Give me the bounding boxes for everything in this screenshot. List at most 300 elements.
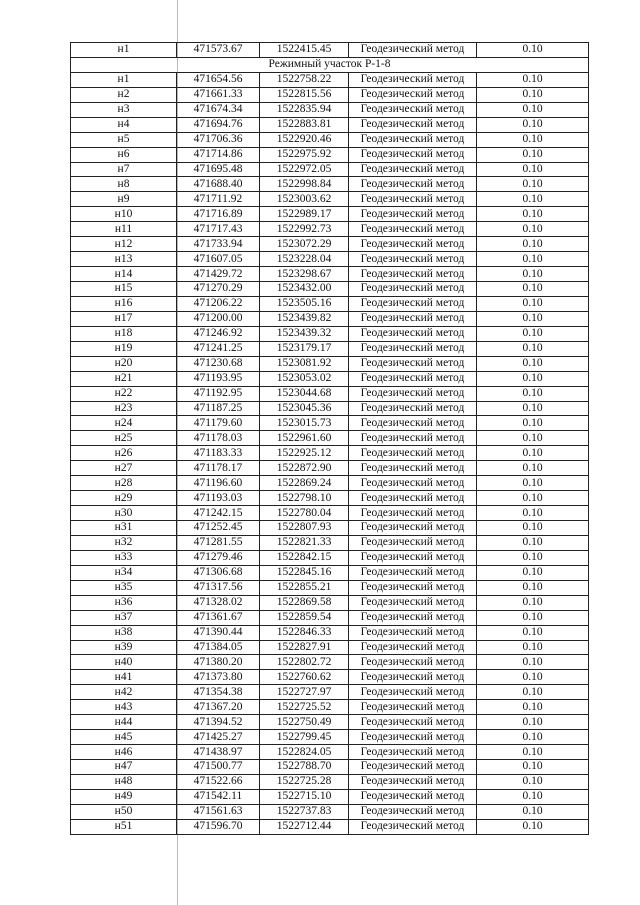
y-coordinate-cell: 1523003.62 <box>260 192 349 207</box>
point-name-cell: н24 <box>71 416 177 431</box>
method-cell: Геодезический метод <box>349 386 477 401</box>
accuracy-cell: 0.10 <box>477 610 589 625</box>
point-name-cell: н14 <box>71 267 177 282</box>
y-coordinate-cell: 1522859.54 <box>260 610 349 625</box>
y-coordinate-cell: 1522842.15 <box>260 550 349 565</box>
accuracy-cell: 0.10 <box>477 237 589 252</box>
accuracy-cell: 0.10 <box>477 446 589 461</box>
table-row <box>71 72 589 87</box>
x-coordinate-cell: 471733.94 <box>177 237 260 252</box>
accuracy-cell: 0.10 <box>477 267 589 282</box>
method-cell: Геодезический метод <box>349 625 477 640</box>
x-coordinate-cell: 471438.97 <box>177 745 260 760</box>
accuracy-cell: 0.10 <box>477 147 589 162</box>
x-coordinate-cell: 471328.02 <box>177 595 260 610</box>
point-name-cell: н31 <box>71 521 177 536</box>
point-name-cell: н12 <box>71 237 177 252</box>
table-row <box>71 625 589 640</box>
point-name-cell: н23 <box>71 401 177 416</box>
table-row <box>71 819 589 834</box>
y-coordinate-cell: 1522824.05 <box>260 745 349 760</box>
y-coordinate-cell: 1522872.90 <box>260 461 349 476</box>
method-cell: Геодезический метод <box>349 506 477 521</box>
x-coordinate-cell: 471522.66 <box>177 774 260 789</box>
method-cell: Геодезический метод <box>349 565 477 580</box>
y-coordinate-cell: 1522727.97 <box>260 685 349 700</box>
table-row <box>71 610 589 625</box>
x-coordinate-cell: 471200.00 <box>177 311 260 326</box>
point-name-cell: н8 <box>71 177 177 192</box>
point-name-cell: н42 <box>71 685 177 700</box>
y-coordinate-cell: 1522798.10 <box>260 491 349 506</box>
point-name-cell: н10 <box>71 207 177 222</box>
point-name-cell: н25 <box>71 431 177 446</box>
point-name-cell: н22 <box>71 386 177 401</box>
y-coordinate-cell: 1522998.84 <box>260 177 349 192</box>
accuracy-cell: 0.10 <box>477 700 589 715</box>
table-row <box>71 461 589 476</box>
table-row <box>71 655 589 670</box>
y-coordinate-cell: 1523179.17 <box>260 341 349 356</box>
y-coordinate-cell: 1522869.58 <box>260 595 349 610</box>
point-name-cell: н41 <box>71 670 177 685</box>
x-coordinate-cell: 471373.80 <box>177 670 260 685</box>
table-row <box>71 371 589 386</box>
x-coordinate-cell: 471206.22 <box>177 296 260 311</box>
method-cell: Геодезический метод <box>349 595 477 610</box>
x-coordinate-cell: 471306.68 <box>177 565 260 580</box>
table-row <box>71 789 589 804</box>
y-coordinate-cell: 1522725.28 <box>260 774 349 789</box>
point-name-cell: н26 <box>71 446 177 461</box>
x-coordinate-cell: 471695.48 <box>177 162 260 177</box>
table-row <box>71 550 589 565</box>
accuracy-cell: 0.10 <box>477 819 589 834</box>
accuracy-cell: 0.10 <box>477 774 589 789</box>
x-coordinate-cell: 471429.72 <box>177 267 260 282</box>
method-cell: Геодезический метод <box>349 535 477 550</box>
x-coordinate-cell: 471196.60 <box>177 476 260 491</box>
accuracy-cell: 0.10 <box>477 371 589 386</box>
method-cell: Геодезический метод <box>349 550 477 565</box>
method-cell: Геодезический метод <box>349 640 477 655</box>
point-name-cell: н45 <box>71 730 177 745</box>
point-name-cell: н36 <box>71 595 177 610</box>
x-coordinate-cell: 471694.76 <box>177 117 260 132</box>
x-coordinate-cell: 471193.03 <box>177 491 260 506</box>
y-coordinate-cell: 1522415.45 <box>260 43 349 58</box>
method-cell: Геодезический метод <box>349 162 477 177</box>
x-coordinate-cell: 471187.25 <box>177 401 260 416</box>
x-coordinate-cell: 471361.67 <box>177 610 260 625</box>
accuracy-cell: 0.10 <box>477 177 589 192</box>
accuracy-cell: 0.10 <box>477 506 589 521</box>
accuracy-cell: 0.10 <box>477 730 589 745</box>
point-name-cell: н37 <box>71 610 177 625</box>
table-row <box>71 431 589 446</box>
method-cell: Геодезический метод <box>349 326 477 341</box>
table-row <box>71 356 589 371</box>
point-name-cell: н28 <box>71 476 177 491</box>
method-cell: Геодезический метод <box>349 521 477 536</box>
point-name-cell: н33 <box>71 550 177 565</box>
point-name-cell: н38 <box>71 625 177 640</box>
y-coordinate-cell: 1522925.12 <box>260 446 349 461</box>
accuracy-cell: 0.10 <box>477 192 589 207</box>
accuracy-cell: 0.10 <box>477 550 589 565</box>
point-name-cell: н47 <box>71 760 177 775</box>
y-coordinate-cell: 1522725.52 <box>260 700 349 715</box>
y-coordinate-cell: 1522989.17 <box>260 207 349 222</box>
y-coordinate-cell: 1523439.82 <box>260 311 349 326</box>
point-name-cell: н35 <box>71 580 177 595</box>
method-cell: Геодезический метод <box>349 207 477 222</box>
accuracy-cell: 0.10 <box>477 341 589 356</box>
point-name-cell: н1 <box>71 72 177 87</box>
point-name-cell: н50 <box>71 804 177 819</box>
y-coordinate-cell: 1522845.16 <box>260 565 349 580</box>
accuracy-cell: 0.10 <box>477 670 589 685</box>
table-row <box>71 252 589 267</box>
accuracy-cell: 0.10 <box>477 102 589 117</box>
method-cell: Геодезический метод <box>349 715 477 730</box>
y-coordinate-cell: 1522802.72 <box>260 655 349 670</box>
point-name-cell: н27 <box>71 461 177 476</box>
point-name-cell: н6 <box>71 147 177 162</box>
x-coordinate-cell: 471390.44 <box>177 625 260 640</box>
table-row <box>71 207 589 222</box>
y-coordinate-cell: 1523044.68 <box>260 386 349 401</box>
table-row <box>71 117 589 132</box>
method-cell: Геодезический метод <box>349 655 477 670</box>
accuracy-cell: 0.10 <box>477 416 589 431</box>
accuracy-cell: 0.10 <box>477 476 589 491</box>
method-cell: Геодезический метод <box>349 446 477 461</box>
table-row <box>71 715 589 730</box>
x-coordinate-cell: 471252.45 <box>177 521 260 536</box>
x-coordinate-cell: 471192.95 <box>177 386 260 401</box>
x-coordinate-cell: 471500.77 <box>177 760 260 775</box>
method-cell: Геодезический метод <box>349 730 477 745</box>
point-name-cell: н5 <box>71 132 177 147</box>
y-coordinate-cell: 1522760.62 <box>260 670 349 685</box>
x-coordinate-cell: 471717.43 <box>177 222 260 237</box>
point-name-cell: н3 <box>71 102 177 117</box>
x-coordinate-cell: 471270.29 <box>177 282 260 297</box>
x-coordinate-cell: 471193.95 <box>177 371 260 386</box>
x-coordinate-cell: 471714.86 <box>177 147 260 162</box>
accuracy-cell: 0.10 <box>477 431 589 446</box>
point-name-cell: н32 <box>71 535 177 550</box>
accuracy-cell: 0.10 <box>477 296 589 311</box>
method-cell: Геодезический метод <box>349 102 477 117</box>
method-cell: Геодезический метод <box>349 237 477 252</box>
x-coordinate-cell: 471178.03 <box>177 431 260 446</box>
method-cell: Геодезический метод <box>349 416 477 431</box>
x-coordinate-cell: 471183.33 <box>177 446 260 461</box>
table-row <box>71 506 589 521</box>
method-cell: Геодезический метод <box>349 43 477 58</box>
method-cell: Геодезический метод <box>349 177 477 192</box>
x-coordinate-cell: 471242.15 <box>177 506 260 521</box>
y-coordinate-cell: 1523053.02 <box>260 371 349 386</box>
coordinates-table <box>70 42 589 835</box>
table-row <box>71 147 589 162</box>
accuracy-cell: 0.10 <box>477 326 589 341</box>
method-cell: Геодезический метод <box>349 461 477 476</box>
x-coordinate-cell: 471317.56 <box>177 580 260 595</box>
y-coordinate-cell: 1523298.67 <box>260 267 349 282</box>
method-cell: Геодезический метод <box>349 580 477 595</box>
y-coordinate-cell: 1522835.94 <box>260 102 349 117</box>
table-row <box>71 565 589 580</box>
method-cell: Геодезический метод <box>349 491 477 506</box>
table-row <box>71 296 589 311</box>
y-coordinate-cell: 1523081.92 <box>260 356 349 371</box>
point-name-cell: н44 <box>71 715 177 730</box>
y-coordinate-cell: 1522920.46 <box>260 132 349 147</box>
method-cell: Геодезический метод <box>349 147 477 162</box>
point-name-cell: н19 <box>71 341 177 356</box>
method-cell: Геодезический метод <box>349 192 477 207</box>
point-name-cell: н7 <box>71 162 177 177</box>
table-row <box>71 580 589 595</box>
method-cell: Геодезический метод <box>349 222 477 237</box>
section-title: Режимный участок Р-1-8 <box>71 57 589 72</box>
method-cell: Геодезический метод <box>349 296 477 311</box>
table-row <box>71 640 589 655</box>
x-coordinate-cell: 471179.60 <box>177 416 260 431</box>
accuracy-cell: 0.10 <box>477 87 589 102</box>
y-coordinate-cell: 1522715.10 <box>260 789 349 804</box>
table-row <box>71 416 589 431</box>
accuracy-cell: 0.10 <box>477 252 589 267</box>
y-coordinate-cell: 1522737.83 <box>260 804 349 819</box>
table-row <box>71 237 589 252</box>
table-row <box>71 267 589 282</box>
y-coordinate-cell: 1522788.70 <box>260 760 349 775</box>
table-row <box>71 760 589 775</box>
method-cell: Геодезический метод <box>349 476 477 491</box>
method-cell: Геодезический метод <box>349 401 477 416</box>
accuracy-cell: 0.10 <box>477 535 589 550</box>
accuracy-cell: 0.10 <box>477 804 589 819</box>
y-coordinate-cell: 1523432.00 <box>260 282 349 297</box>
y-coordinate-cell: 1523505.16 <box>260 296 349 311</box>
method-cell: Геодезический метод <box>349 282 477 297</box>
table-row <box>71 341 589 356</box>
y-coordinate-cell: 1523439.32 <box>260 326 349 341</box>
table-row <box>71 730 589 745</box>
y-coordinate-cell: 1523072.29 <box>260 237 349 252</box>
x-coordinate-cell: 471542.11 <box>177 789 260 804</box>
point-name-cell: н48 <box>71 774 177 789</box>
accuracy-cell: 0.10 <box>477 356 589 371</box>
accuracy-cell: 0.10 <box>477 132 589 147</box>
method-cell: Геодезический метод <box>349 670 477 685</box>
method-cell: Геодезический метод <box>349 371 477 386</box>
table-row <box>71 162 589 177</box>
y-coordinate-cell: 1522855.21 <box>260 580 349 595</box>
y-coordinate-cell: 1522883.81 <box>260 117 349 132</box>
method-cell: Геодезический метод <box>349 700 477 715</box>
accuracy-cell: 0.10 <box>477 72 589 87</box>
point-name-cell: н49 <box>71 789 177 804</box>
table-row <box>71 43 589 58</box>
y-coordinate-cell: 1522821.33 <box>260 535 349 550</box>
accuracy-cell: 0.10 <box>477 789 589 804</box>
accuracy-cell: 0.10 <box>477 565 589 580</box>
x-coordinate-cell: 471230.68 <box>177 356 260 371</box>
table-row <box>71 804 589 819</box>
method-cell: Геодезический метод <box>349 132 477 147</box>
table-row <box>71 745 589 760</box>
x-coordinate-cell: 471384.05 <box>177 640 260 655</box>
point-name-cell: н2 <box>71 87 177 102</box>
y-coordinate-cell: 1522846.33 <box>260 625 349 640</box>
point-name-cell: н20 <box>71 356 177 371</box>
y-coordinate-cell: 1523045.36 <box>260 401 349 416</box>
x-coordinate-cell: 471241.25 <box>177 341 260 356</box>
accuracy-cell: 0.10 <box>477 311 589 326</box>
y-coordinate-cell: 1522972.05 <box>260 162 349 177</box>
table-row <box>71 386 589 401</box>
y-coordinate-cell: 1522799.45 <box>260 730 349 745</box>
point-name-cell: н51 <box>71 819 177 834</box>
y-coordinate-cell: 1522815.56 <box>260 87 349 102</box>
method-cell: Геодезический метод <box>349 804 477 819</box>
x-coordinate-cell: 471716.89 <box>177 207 260 222</box>
x-coordinate-cell: 471688.40 <box>177 177 260 192</box>
point-name-cell: н15 <box>71 282 177 297</box>
x-coordinate-cell: 471354.38 <box>177 685 260 700</box>
x-coordinate-cell: 471561.63 <box>177 804 260 819</box>
table-row <box>71 446 589 461</box>
accuracy-cell: 0.10 <box>477 595 589 610</box>
point-name-cell: н17 <box>71 311 177 326</box>
method-cell: Геодезический метод <box>349 685 477 700</box>
x-coordinate-cell: 471246.92 <box>177 326 260 341</box>
x-coordinate-cell: 471596.70 <box>177 819 260 834</box>
section-header-row <box>71 57 589 72</box>
method-cell: Геодезический метод <box>349 117 477 132</box>
accuracy-cell: 0.10 <box>477 207 589 222</box>
method-cell: Геодезический метод <box>349 252 477 267</box>
accuracy-cell: 0.10 <box>477 162 589 177</box>
method-cell: Геодезический метод <box>349 87 477 102</box>
x-coordinate-cell: 471573.67 <box>177 43 260 58</box>
y-coordinate-cell: 1522975.92 <box>260 147 349 162</box>
table-row <box>71 774 589 789</box>
method-cell: Геодезический метод <box>349 72 477 87</box>
table-row <box>71 700 589 715</box>
accuracy-cell: 0.10 <box>477 401 589 416</box>
point-name-cell: н13 <box>71 252 177 267</box>
accuracy-cell: 0.10 <box>477 640 589 655</box>
method-cell: Геодезический метод <box>349 760 477 775</box>
table-row <box>71 491 589 506</box>
point-name-cell: н30 <box>71 506 177 521</box>
accuracy-cell: 0.10 <box>477 580 589 595</box>
table-row <box>71 282 589 297</box>
y-coordinate-cell: 1522712.44 <box>260 819 349 834</box>
point-name-cell: н4 <box>71 117 177 132</box>
table-row <box>71 102 589 117</box>
method-cell: Геодезический метод <box>349 356 477 371</box>
table-row <box>71 521 589 536</box>
point-name-cell: н11 <box>71 222 177 237</box>
accuracy-cell: 0.10 <box>477 117 589 132</box>
method-cell: Геодезический метод <box>349 745 477 760</box>
y-coordinate-cell: 1523015.73 <box>260 416 349 431</box>
point-name-cell: н46 <box>71 745 177 760</box>
point-name-cell: н34 <box>71 565 177 580</box>
x-coordinate-cell: 471654.56 <box>177 72 260 87</box>
point-name-cell: н39 <box>71 640 177 655</box>
y-coordinate-cell: 1522827.91 <box>260 640 349 655</box>
accuracy-cell: 0.10 <box>477 491 589 506</box>
table-row <box>71 87 589 102</box>
y-coordinate-cell: 1522780.04 <box>260 506 349 521</box>
table-row <box>71 311 589 326</box>
method-cell: Геодезический метод <box>349 610 477 625</box>
point-name-cell: н29 <box>71 491 177 506</box>
coordinates-table-body <box>71 43 589 835</box>
table-row <box>71 670 589 685</box>
x-coordinate-cell: 471706.36 <box>177 132 260 147</box>
table-row <box>71 595 589 610</box>
table-row <box>71 685 589 700</box>
method-cell: Геодезический метод <box>349 819 477 834</box>
point-name-cell: н16 <box>71 296 177 311</box>
x-coordinate-cell: 471367.20 <box>177 700 260 715</box>
accuracy-cell: 0.10 <box>477 625 589 640</box>
accuracy-cell: 0.10 <box>477 655 589 670</box>
x-coordinate-cell: 471394.52 <box>177 715 260 730</box>
table-row <box>71 476 589 491</box>
accuracy-cell: 0.10 <box>477 745 589 760</box>
y-coordinate-cell: 1522750.49 <box>260 715 349 730</box>
accuracy-cell: 0.10 <box>477 282 589 297</box>
point-name-cell: н40 <box>71 655 177 670</box>
table-row <box>71 326 589 341</box>
x-coordinate-cell: 471178.17 <box>177 461 260 476</box>
accuracy-cell: 0.10 <box>477 386 589 401</box>
y-coordinate-cell: 1522961.60 <box>260 431 349 446</box>
method-cell: Геодезический метод <box>349 311 477 326</box>
method-cell: Геодезический метод <box>349 341 477 356</box>
accuracy-cell: 0.10 <box>477 43 589 58</box>
point-name-cell: н18 <box>71 326 177 341</box>
x-coordinate-cell: 471607.05 <box>177 252 260 267</box>
table-row <box>71 132 589 147</box>
x-coordinate-cell: 471661.33 <box>177 87 260 102</box>
point-name-cell: н1 <box>71 43 177 58</box>
x-coordinate-cell: 471674.34 <box>177 102 260 117</box>
accuracy-cell: 0.10 <box>477 685 589 700</box>
x-coordinate-cell: 471281.55 <box>177 535 260 550</box>
table-row <box>71 222 589 237</box>
table-row <box>71 401 589 416</box>
point-name-cell: н21 <box>71 371 177 386</box>
x-coordinate-cell: 471425.27 <box>177 730 260 745</box>
point-name-cell: н43 <box>71 700 177 715</box>
x-coordinate-cell: 471380.20 <box>177 655 260 670</box>
y-coordinate-cell: 1522869.24 <box>260 476 349 491</box>
table-row <box>71 177 589 192</box>
accuracy-cell: 0.10 <box>477 461 589 476</box>
method-cell: Геодезический метод <box>349 774 477 789</box>
